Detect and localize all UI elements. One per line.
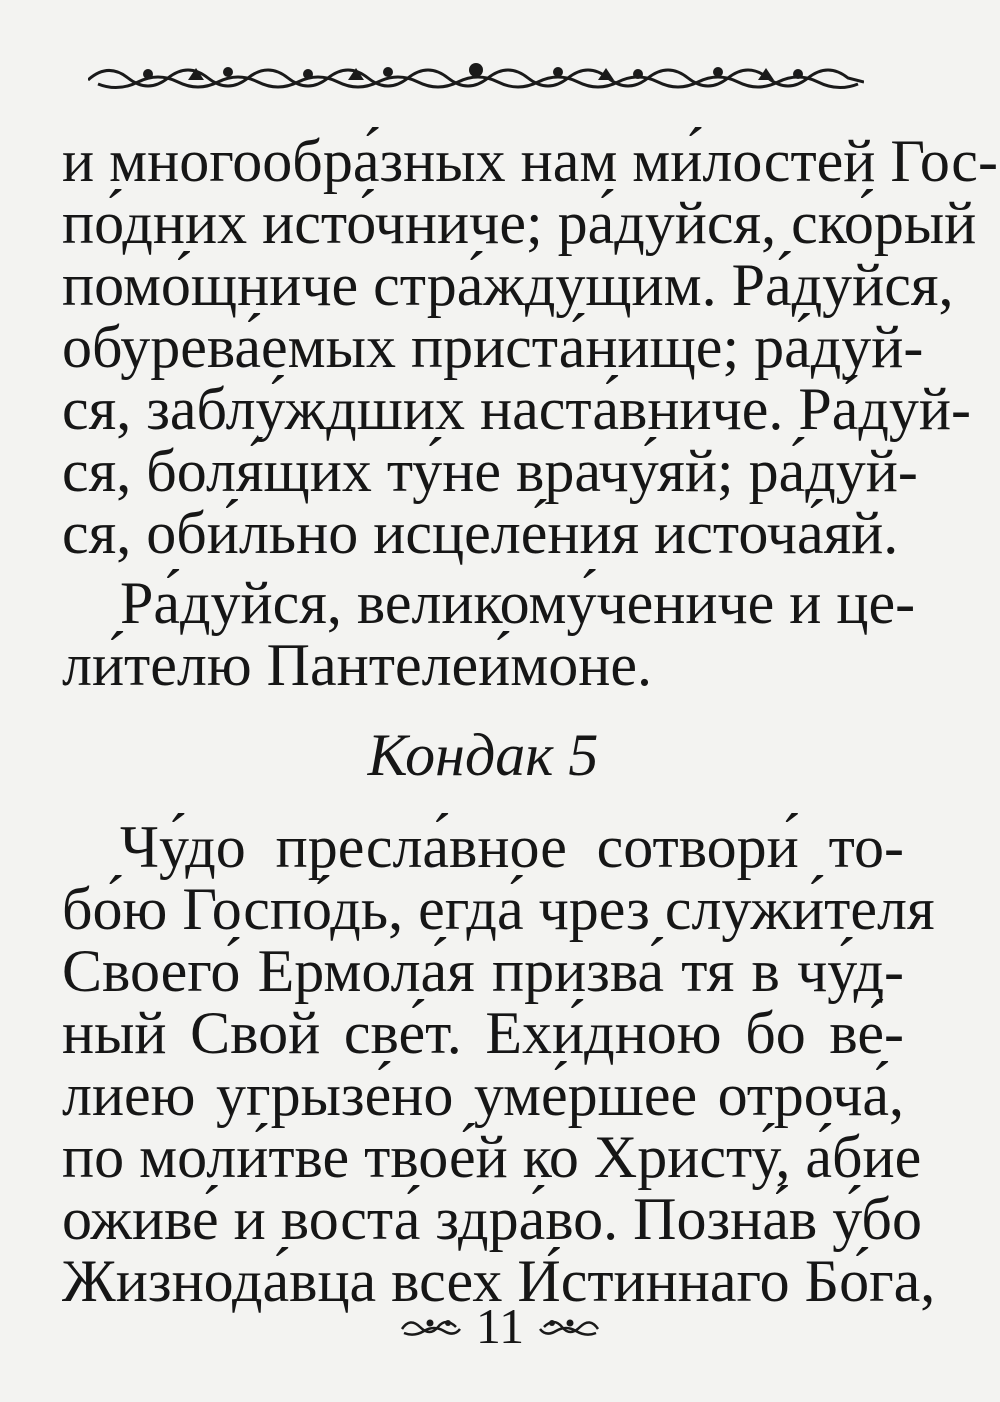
text-block bbox=[62, 128, 998, 1314]
floral-border-ornament-icon bbox=[88, 58, 864, 94]
section-heading: Кондак 5 bbox=[367, 722, 599, 788]
text-line: ный Свой све́т. Ехи́дною бо ве́- bbox=[62, 1000, 904, 1066]
text-line: Ра́дуйся, великому́чениче и це- bbox=[120, 570, 916, 636]
text-line: помо́щниче стра́ждущим. Ра́дуйся, bbox=[62, 252, 954, 318]
floral-ornament-icon bbox=[538, 1315, 600, 1337]
page-number: 11 bbox=[475, 1298, 525, 1354]
text-line: бо́ю Госпо́дь, егда́ чрез служи́теля bbox=[62, 876, 935, 942]
text-line: ся, заблу́ждших наста́вниче. Ра́дуй- bbox=[62, 376, 971, 442]
page-footer bbox=[0, 1296, 1000, 1356]
text-line: по моли́тве твое́й ко Христу́, а́бие bbox=[62, 1124, 922, 1190]
text-line: оживе́ и воста́ здра́во. Позна́в у́бо bbox=[62, 1186, 922, 1252]
text-line: ли́телю Пантелеи́моне. bbox=[62, 632, 652, 698]
text-line: Своего́ Ермола́я призва́ тя в чу́д- bbox=[62, 938, 904, 1004]
text-line: ся, боля́щих ту́не врачу́яй; ра́дуй- bbox=[62, 438, 918, 504]
paragraph bbox=[62, 814, 936, 1314]
text-line: обурева́емых приста́нище; ра́дуй- bbox=[62, 314, 924, 380]
text-line: и многообра́зных нам ми́лостей Гос- bbox=[62, 128, 998, 194]
paragraph bbox=[62, 128, 998, 566]
text-line: Жизнода́вца всех И́стиннаго Бо́га, bbox=[62, 1248, 936, 1314]
floral-ornament-icon bbox=[400, 1315, 462, 1337]
text-line: лиею угрызе́но уме́ршее отроча́, bbox=[62, 1062, 904, 1128]
text-line: по́дних исто́чниче; ра́дуйся, ско́рый bbox=[62, 190, 977, 256]
text-line: Чу́до пресла́вное сотвори́ то- bbox=[120, 814, 904, 880]
text-line: ся, оби́льно исцеле́ния источа́яй. bbox=[62, 500, 899, 566]
paragraph bbox=[62, 570, 916, 698]
